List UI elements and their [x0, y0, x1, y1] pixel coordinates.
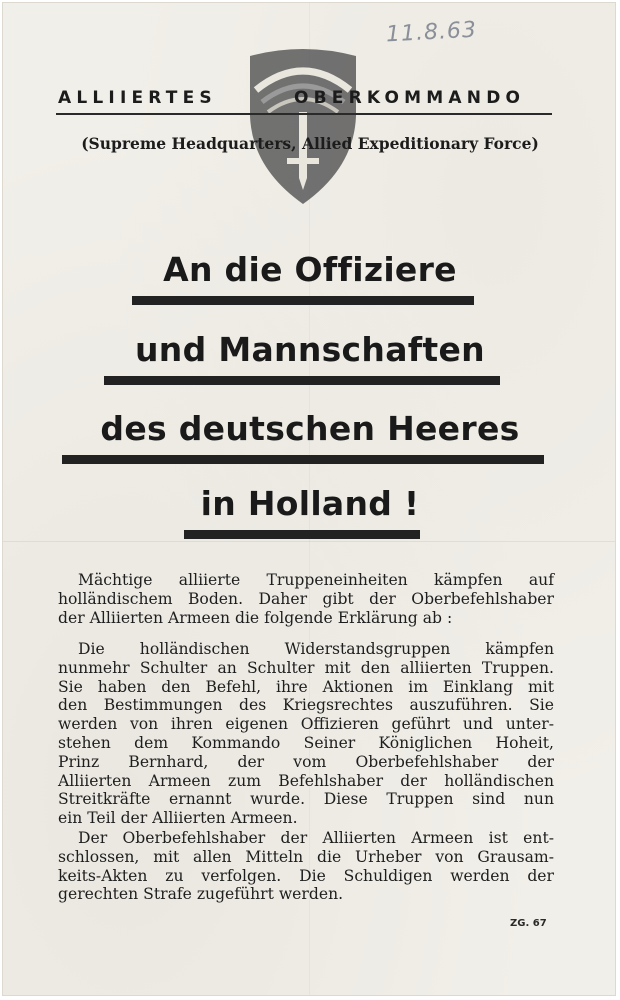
paragraph-line: Alliierten Armeen zum Befehlshaber der holländischen	[58, 771, 554, 790]
headline-line-3: des deutschen Heeres	[100, 409, 520, 448]
leaflet-code: ZG. 67	[510, 918, 547, 929]
shaef-shoulder-patch-emblem	[244, 46, 362, 206]
paragraph-warning	[58, 829, 554, 904]
paragraph-line: holländischem Boden. Daher gibt der Oberbefehlshaber	[58, 589, 554, 608]
header-title-part1: ALLIIERTES	[58, 88, 217, 108]
paragraph-line: den Bestimmungen des Kriegsrechtes auszuführen. Sie	[58, 696, 554, 715]
paragraph-line: gerechten Strafe zugeführt werden.	[58, 885, 344, 904]
header-title-part2: OBERKOMMANDO	[294, 88, 526, 108]
handwritten-note: 11.8.63	[385, 17, 478, 48]
paragraph-line: Die holländischen Widerstandsgruppen kämpfen	[78, 640, 554, 658]
paragraph-line: nunmehr Schulter an Schulter mit den alliierten Truppen.	[58, 658, 554, 677]
headline-line-2: und Mannschaften	[135, 330, 485, 369]
paragraph-line: Der Oberbefehlshaber der Alliierten Armeen ist ent-	[78, 829, 554, 847]
paragraph-line: werden von ihren eigenen Offizieren geführt und unter-	[58, 715, 554, 734]
headline-underline-2	[104, 376, 500, 385]
paragraph-line: Prinz Bernhard, der vom Oberbefehlshaber der	[58, 752, 554, 771]
paragraph-intro	[58, 571, 554, 627]
headline-line-4: in Holland !	[200, 484, 420, 523]
headline-underline-4	[184, 530, 420, 539]
header-rule	[56, 113, 552, 115]
paragraph-line: keits-Akten zu verfolgen. Die Schuldigen werden der	[58, 866, 554, 885]
headline-underline-3	[62, 455, 544, 464]
header-title	[58, 88, 554, 108]
paragraph-line: Sie haben den Befehl, ihre Aktionen im Einklang mit	[58, 677, 554, 696]
headline-line-1: An die Offiziere	[163, 250, 457, 289]
paragraph-line: Streitkräfte ernannt wurde. Diese Truppen sind nun	[58, 790, 554, 809]
paragraph-line: der Alliierten Armeen die folgende Erklärung ab :	[58, 608, 453, 627]
paragraph-line: schlossen, mit allen Mitteln die Urheber von Grausam-	[58, 847, 554, 866]
paragraph-line: stehen dem Kommando Seiner Königlichen Hoheit,	[58, 733, 554, 752]
paragraph-line: ein Teil der Alliierten Armeen.	[58, 809, 298, 828]
paragraph-line: Mächtige alliierte Truppeneinheiten kämpfen auf	[78, 571, 554, 589]
header-subtitle: (Supreme Headquarters, Allied Expeditionary Force)	[81, 134, 539, 153]
headline-underline-1	[132, 296, 474, 305]
paragraph-resistance	[58, 640, 554, 828]
